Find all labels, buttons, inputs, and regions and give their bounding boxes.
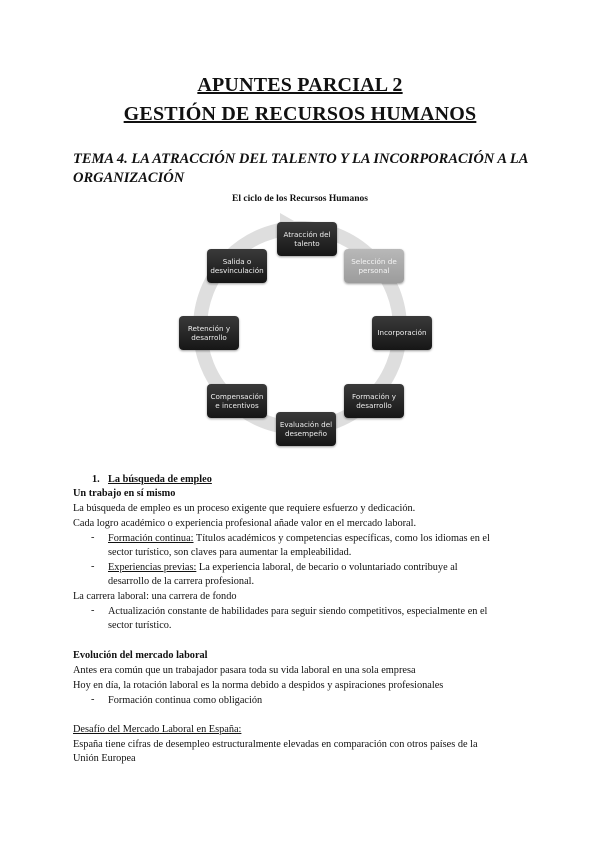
node-formacion: Formación y desarrollo [344,384,404,418]
bullet-dash: - [91,605,95,616]
bullet-item [108,561,458,575]
bullet-continuation: desarrollo de la carrera profesional. [108,576,255,587]
bullet-item: Actualización constante de habilidades para seguir siendo competitivos, especialmente en el [108,606,488,617]
bullet-continuation: sector turístico, son claves para aumentar la empleabilidad. [108,547,352,558]
bullet-label: Experiencias previas: [108,562,197,573]
bullet-dash: - [91,694,95,705]
paragraph: Cada logro académico o experiencia profesional añade valor en el mercado laboral. [73,518,417,529]
node-incorporacion: Incorporación [372,316,432,350]
node-retencion: Retención y desarrollo [179,316,239,350]
node-evaluacion: Evaluación del desempeño [276,412,336,446]
section-title: La búsqueda de empleo [108,474,212,485]
diagram-title: El ciclo de los Recursos Humanos [232,194,368,204]
bullet-dash: - [91,561,95,572]
desafio-title: Desafío del Mercado Laboral en España: [73,724,242,735]
bullet-item [108,532,490,546]
node-atraccion: Atracción del talento [277,222,337,256]
paragraph: La búsqueda de empleo es un proceso exigente que requiere esfuerzo y dedicación. [73,503,416,514]
bullet-continuation: sector turístico. [108,620,172,631]
paragraph: Unión Europea [73,753,136,764]
bullet-label: Formación continua: [108,533,194,544]
bullet-text: Títulos académicos y competencias específicas, como los idiomas en el [193,533,490,544]
evolucion-title: Evolución del mercado laboral [73,650,208,661]
section-number: 1. [92,474,100,485]
bullet-dash: - [91,532,95,543]
node-salida: Salida o desvinculación [207,249,267,283]
doc-title-line2: GESTIÓN DE RECURSOS HUMANOS [123,103,477,125]
paragraph: La carrera laboral: una carrera de fondo [73,591,237,602]
doc-title-line1: APUNTES PARCIAL 2 [197,74,403,96]
paragraph: España tiene cifras de desempleo estructuralmente elevadas en comparación con otros países de la [73,739,478,750]
node-compensacion: Compensación e incentivos [207,384,267,418]
bullet-text: La experiencia laboral, de becario o voluntariado contribuye al [196,562,458,573]
tema-heading: TEMA 4. LA ATRACCIÓN DEL TALENTO Y LA INCORPORACIÓN A LA ORGANIZACIÓN [73,151,528,186]
node-seleccion: Selección de personal [344,249,404,283]
paragraph: Antes era común que un trabajador pasara toda su vida laboral en una sola empresa [73,665,416,676]
bullet-item: Formación continua como obligación [108,695,263,706]
paragraph: Hoy en día, la rotación laboral es la norma debido a despidos y aspiraciones profesionales [73,680,444,691]
subtitle: Un trabajo en sí mismo [73,488,176,499]
